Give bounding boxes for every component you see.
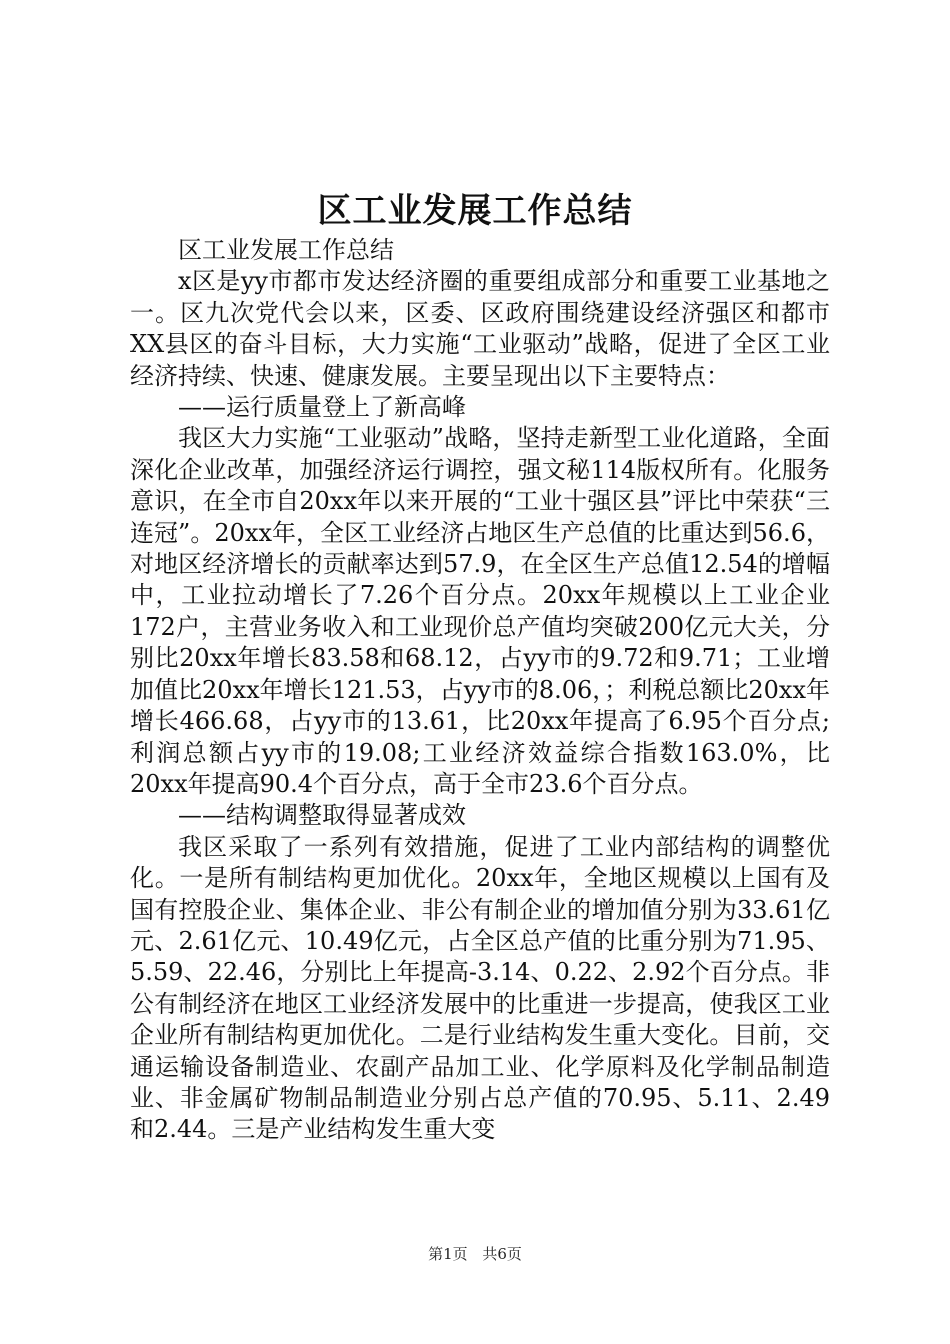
intro-paragraph: x区是yy市都市发达经济圈的重要组成部分和重要工业基地之一。区九次党代会以来，区委、区政府围绕建设经济强区和都市XX县区的奋斗目标，大力实施“工业驱动”战略，促进了全区工业经济持续、快速、健康发展。主要呈现出以下主要特点： [130, 267, 830, 390]
section-heading-structure: ——结构调整取得显著成效 [178, 801, 466, 830]
subtitle-paragraph: 区工业发展工作总结 [178, 236, 394, 264]
page-footer [0, 1243, 950, 1264]
page-total: 共6页 [482, 1245, 522, 1263]
section-heading-quality: ——运行质量登上了新高峰 [178, 393, 466, 422]
page-number: 第1页 [428, 1245, 468, 1263]
document-title: 区工业发展工作总结 [317, 191, 633, 231]
document-body [130, 235, 830, 1146]
quality-paragraph: 我区大力实施“工业驱动”战略，坚持走新型工业化道路，全面深化企业改革，加强经济运行调控，强文秘114版权所有。化服务意识，在全市自20xx年以来开展的“工业十强区县”评比中荣获“三连冠”。20xx年，全区工业经济占地区生产总值的比重达到56.6，对地区经济增长的贡献率达到57.9，在全区生产总值12.54的增幅中，工业拉动增长了7.26个百分点。20xx年规模以上工业企业172户，主营业务收入和工业现价总产值均突破200亿元大关，分别比20xx年增长83.58和68.12，占yy市的9.72和9.71；工业增加值比20xx年增长121.53，占yy市的8.06，；利税总额比20xx年增长466.68，占yy市的13.61，比20xx年提高了6.95个百分点;利润总额占yy市的19.08;工业经济效益综合指数163.0%，比20xx年提高90.4个百分点，高于全市23.6个百分点。 [130, 424, 830, 798]
structure-paragraph: 我区采取了一系列有效措施，促进了工业内部结构的调整优化。一是所有制结构更加优化。20xx年，全地区规模以上国有及国有控股企业、集体企业、非公有制企业的增加值分别为33.61亿元、2.61亿元、10.49亿元，占全区总产值的比重分别为71.95、5.59、22.46，分别比上年提高-3.14、0.22、2.92个百分点。非公有制经济在地区工业经济发展中的比重进一步提高，使我区工业企业所有制结构更加优化。二是行业结构发生重大变化。目前，交通运输设备制造业、农副产品加工业、化学原料及化学制品制造业、非金属矿物制品制造业分别占总产值的70.95、5.11、2.49和2.44。三是产业结构发生重大变 [130, 832, 830, 1144]
